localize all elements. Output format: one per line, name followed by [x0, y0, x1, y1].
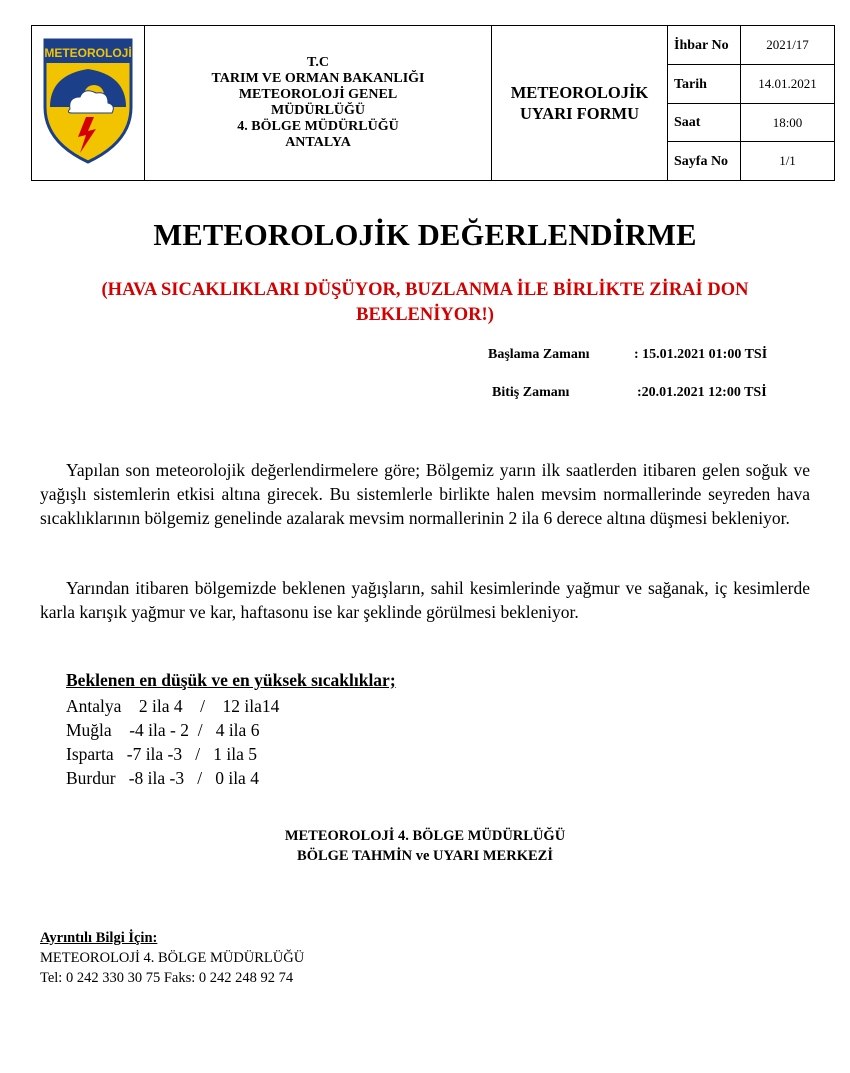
org-line: METEOROLOJİ GENEL	[238, 87, 398, 102]
temperature-row: Antalya 2 ila 4 / 12 ila14	[66, 696, 280, 716]
contact-block	[40, 928, 304, 988]
temperature-row: Muğla -4 ila - 2 / 4 ila 6	[66, 720, 260, 740]
meta-value-ihbar-no: 2021/17	[741, 26, 835, 65]
temperatures-heading: Beklenen en düşük ve en yüksek sıcaklıklar;	[66, 670, 396, 690]
form-title: METEOROLOJİK UYARI FORMU	[492, 26, 668, 181]
meta-label-saat: Saat	[668, 104, 741, 142]
meta-value-sayfa-no: 1/1	[741, 142, 835, 181]
contact-heading: Ayrıntılı Bilgi İçin:	[40, 930, 158, 946]
start-time-label: Başlama Zamanı	[488, 347, 590, 362]
temperatures-list	[66, 694, 279, 790]
document-title: METEOROLOJİK DEĞERLENDİRME	[153, 218, 697, 252]
meta-label-tarih: Tarih	[668, 65, 741, 104]
org-line: MÜDÜRLÜĞÜ	[270, 103, 366, 118]
paragraph-1: Yapılan son meteorolojik değerlendirmelere göre; Bölgemiz yarın ilk saatlerden itibaren gelen soğuk ve yağışlı sistemlerin etkisi altına girecek. Bu sistemlerle birlikte halen mevsim normallerinde seyreden hava sıcaklıklarının bölgemiz genelinde azalarak mevsim normallerinin 2 ila 6 derece altına düşmesi bekleniyor.	[40, 460, 810, 528]
logo-cell	[32, 26, 145, 181]
organization-block	[145, 26, 492, 181]
meta-value-tarih: 14.01.2021	[741, 65, 835, 104]
contact-office: METEOROLOJİ 4. BÖLGE MÜDÜRLÜĞÜ	[40, 950, 305, 966]
meta-value-saat: 18:00	[741, 104, 835, 142]
header-table	[31, 25, 835, 181]
org-line: ANTALYA	[285, 135, 351, 150]
org-line: 4. BÖLGE MÜDÜRLÜĞÜ	[237, 119, 399, 134]
meta-label-ihbar-no: İhbar No	[668, 26, 741, 65]
warning-subtitle: (HAVA SICAKLIKLARI DÜŞÜYOR, BUZLANMA İLE BİRLİKTE ZİRAİ DON BEKLENİYOR!)	[101, 280, 749, 325]
temperature-row: Isparta -7 ila -3 / 1 ila 5	[66, 744, 257, 764]
org-line: T.C	[307, 55, 329, 70]
end-time-value: :20.01.2021 12:00 TSİ	[637, 385, 767, 400]
signature-block: METEOROLOJİ 4. BÖLGE MÜDÜRLÜĞÜ BÖLGE TAHMİN ve UYARI MERKEZİ	[284, 828, 566, 864]
meta-label-sayfa-no: Sayfa No	[668, 142, 741, 181]
meteoroloji-logo	[42, 37, 134, 165]
start-time-value: : 15.01.2021 01:00 TSİ	[634, 347, 768, 362]
org-line: TARIM VE ORMAN BAKANLIĞI	[211, 71, 425, 86]
temperature-row: Burdur -8 ila -3 / 0 ila 4	[66, 768, 259, 788]
contact-phone: Tel: 0 242 330 30 75 Faks: 0 242 248 92 74	[40, 970, 294, 986]
paragraph-2: Yarından itibaren bölgemizde beklenen yağışların, sahil kesimlerinde yağmur ve sağanak, iç kesimlerde karla karışık yağmur ve kar, haftasonu ise kar şeklinde görülmesi bekleniyor.	[40, 578, 810, 622]
svg-text:METEOROLOJİ: METEOROLOJİ	[44, 45, 132, 60]
end-time-label: Bitiş Zamanı	[492, 385, 570, 400]
